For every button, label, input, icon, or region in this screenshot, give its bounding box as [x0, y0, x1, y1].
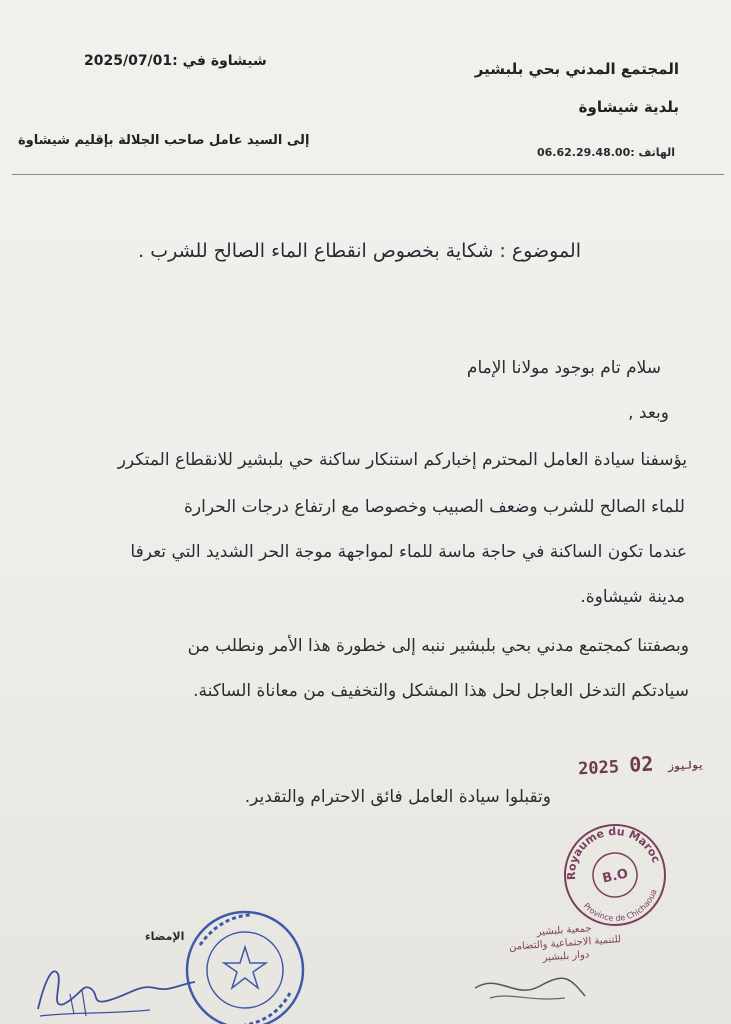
assoc-stamp-line-2: للتنمية الاجتماعية والتضامن [508, 934, 622, 953]
date-stamp-day: 02 [628, 751, 654, 777]
paragraph-2-line-1: وبصفتنا كمجتمع مدني بحي بلبشير ننبه إلى خطورة هذا الأمر ونطلب من [187, 636, 689, 656]
association-stamp-signature [470, 968, 590, 1008]
closing-line: وتقبلوا سيادة العامل فائق الاحترام والتقدير. [244, 787, 551, 807]
after-greeting: وبعد , [628, 403, 669, 423]
stamp-ring-text-2: Province de Chichaoua [581, 888, 659, 923]
paragraph-1-line-2: للماء الصالح للشرب وضعف الصبيب وخصوصا مع ارتفاع درجات الحرارة [184, 497, 685, 517]
phone: الهاتف :06.62.29.48.00 [536, 146, 675, 159]
handwritten-signature [30, 954, 200, 1024]
stamp-center-text: B.O [601, 866, 630, 887]
assoc-stamp-line-3: دوار بلبشير [542, 949, 590, 964]
date-stamp-year: 2025 [577, 757, 620, 780]
date-stamp-month: يوليوز [667, 759, 705, 773]
recipient: إلى السيد عامل صاحب الجلالة بإقليم شيشاوة [18, 133, 310, 148]
org-name: المجتمع المدني بحي بلبشير [474, 60, 679, 78]
paragraph-2-line-2: سيادتكم التدخل العاجل لحل هذا المشكل والتخفيف من معاناة الساكنة. [193, 681, 689, 701]
date-stamp [577, 749, 708, 780]
header-rule [12, 174, 724, 175]
assoc-stamp-line-1: جمعية بلبشير [536, 923, 592, 938]
subject-line: الموضوع : شكاية بخصوص انقطاع الماء الصالح للشرب . [138, 240, 581, 262]
greeting: سلام تام بوجود مولانا الإمام [466, 358, 661, 378]
signature-label: الإمضاء [145, 930, 185, 943]
association-stamp [508, 920, 623, 967]
municipality: بلدية شيشاوة [578, 98, 679, 116]
paragraph-1-line-4: مدينة شيشاوة. [580, 587, 685, 607]
paragraph-1-line-3: عندما تكون الساكنة في حاجة ماسة للماء لمواجهة موجة الحر الشديد التي تعرفا [130, 542, 687, 562]
paragraph-1-line-1: يؤسفنا سيادة العامل المحترم إخباركم استنكار ساكنة حي بلبشير للانقطاع المتكرر [117, 450, 687, 470]
place-date: شيشاوة في :2025/07/01 [84, 53, 267, 69]
stamp-ring-text: Royaume du Maroc [564, 824, 663, 881]
